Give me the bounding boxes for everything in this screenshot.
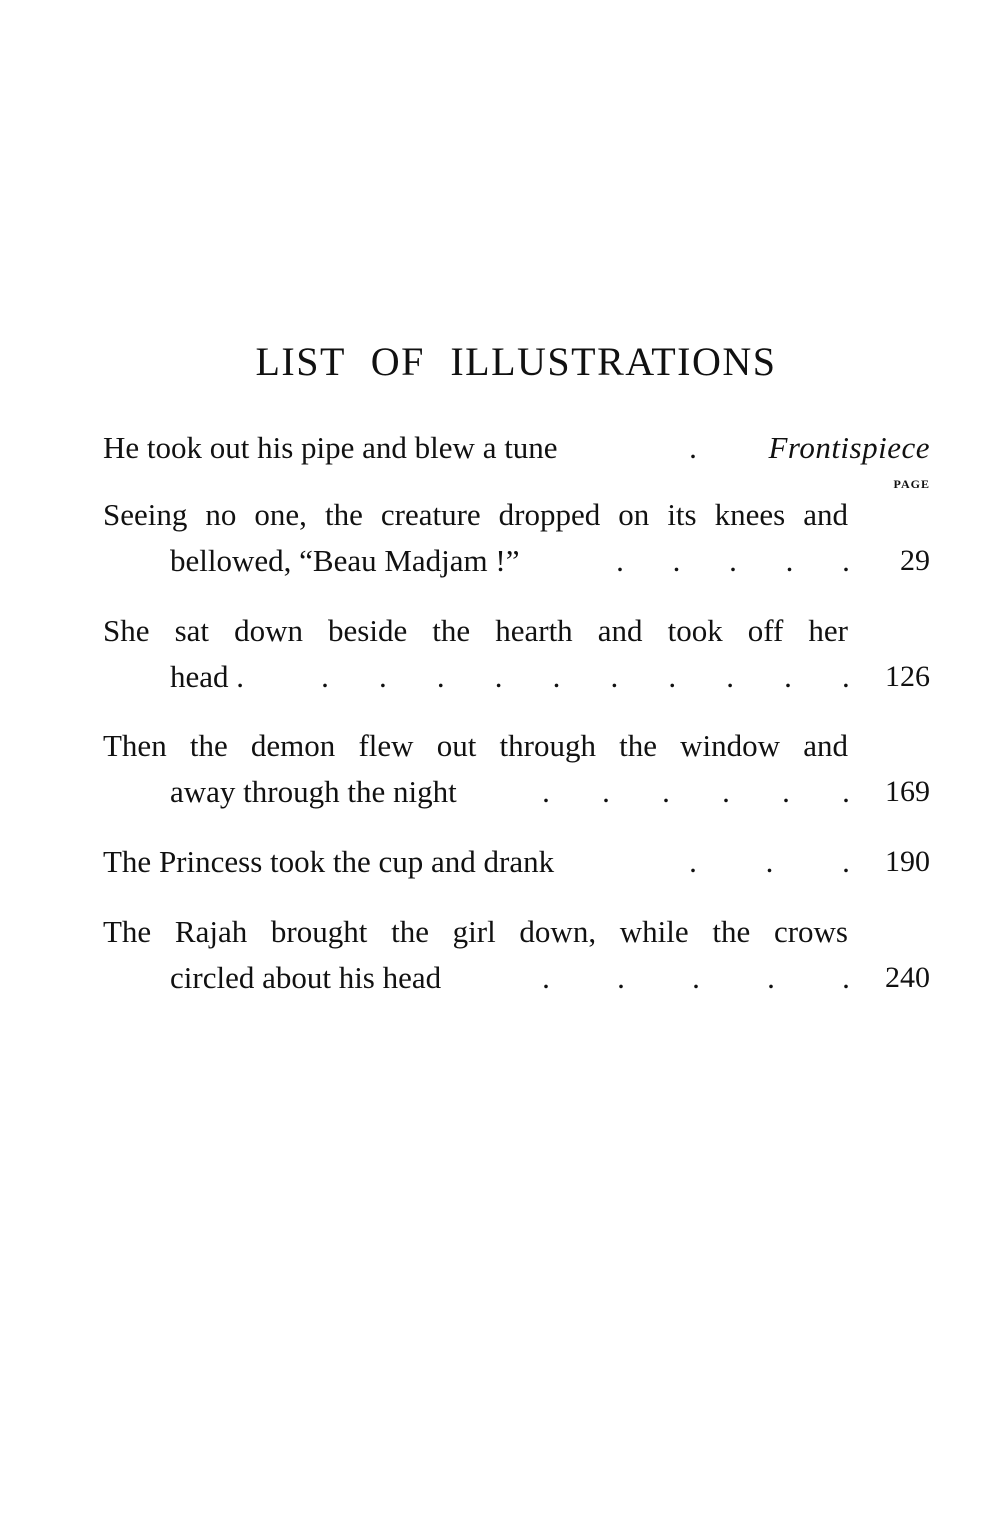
illustration-entry xyxy=(103,492,930,584)
page-number: 169 xyxy=(885,775,930,808)
illustration-caption-continued: away through the night xyxy=(170,774,457,809)
illustration-caption-continued: circled about his head xyxy=(170,960,442,995)
entry-line xyxy=(103,425,930,471)
leader-dot: . xyxy=(602,774,610,809)
leader-dot: . xyxy=(494,659,503,694)
leader-dots xyxy=(615,538,851,584)
leader-dot: . xyxy=(610,659,619,694)
leader-dot: . xyxy=(662,774,670,809)
entry-line xyxy=(103,769,930,815)
frontispiece-label: Frontispiece xyxy=(768,430,930,465)
illustration-entry xyxy=(103,723,930,815)
leader-dot: . xyxy=(689,430,697,465)
leader-dot: . xyxy=(672,543,681,578)
entry-line xyxy=(103,608,848,654)
leader-dot: . xyxy=(767,960,775,995)
illustration-entry-frontispiece xyxy=(103,425,930,471)
illustration-caption: The Princess took the cup and drank xyxy=(103,844,555,879)
entry-line xyxy=(103,538,930,584)
leader-dot: . xyxy=(689,844,697,879)
leader-dot: . xyxy=(842,960,850,995)
leader-dot: . xyxy=(436,659,445,694)
leader-dots xyxy=(541,769,851,815)
leader-dots xyxy=(688,839,851,885)
entry-line xyxy=(103,955,930,1001)
leader-dot: . xyxy=(321,659,329,694)
leader-dot: . xyxy=(379,659,387,694)
leader-dots xyxy=(320,654,851,700)
page-number: 126 xyxy=(885,660,930,693)
leader-dot: . xyxy=(552,659,561,694)
illustration-caption: He took out his pipe and blew a tune xyxy=(103,430,558,465)
leader-dot: . xyxy=(765,844,774,879)
entry-line xyxy=(103,654,930,700)
leader-dot: . xyxy=(785,543,794,578)
page-number: 240 xyxy=(885,961,930,994)
leader-dots xyxy=(688,425,698,471)
illustration-entry xyxy=(103,608,930,700)
entry-line xyxy=(103,909,848,955)
leader-dot: . xyxy=(668,659,677,694)
illustration-entry xyxy=(103,909,930,1001)
illustration-caption: The Rajah brought the girl down, while the crows xyxy=(103,914,848,949)
page-number: 29 xyxy=(900,544,930,577)
illustration-caption-continued: head . xyxy=(170,659,245,694)
leader-dot: . xyxy=(726,659,734,694)
page-column-label: PAGE xyxy=(893,477,930,491)
page-number: 190 xyxy=(885,845,930,878)
page-title: LIST OF ILLUSTRATIONS xyxy=(255,339,777,384)
illustration-caption-continued: bellowed, “Beau Madjam !” xyxy=(170,543,520,578)
leader-dot: . xyxy=(617,960,625,995)
leader-dot: . xyxy=(616,543,624,578)
leader-dots xyxy=(541,955,851,1001)
leader-dot: . xyxy=(722,774,730,809)
illustration-entry xyxy=(103,839,930,885)
illustration-caption: She sat down beside the hearth and took off her xyxy=(103,613,848,648)
leader-dot: . xyxy=(842,844,850,879)
leader-dot: . xyxy=(729,543,737,578)
illustration-caption: Then the demon flew out through the window and xyxy=(103,728,848,763)
leader-dot: . xyxy=(542,960,550,995)
illustration-caption: Seeing no one, the creature dropped on its knees and xyxy=(103,497,848,532)
leader-dot: . xyxy=(542,774,550,809)
leader-dot: . xyxy=(842,543,850,578)
leader-dot: . xyxy=(784,659,792,694)
entry-line xyxy=(103,492,848,538)
entry-line xyxy=(103,723,848,769)
leader-dot: . xyxy=(842,659,850,694)
entry-line xyxy=(103,839,930,885)
leader-dot: . xyxy=(782,774,790,809)
leader-dot: . xyxy=(842,774,850,809)
leader-dot: . xyxy=(692,960,700,995)
